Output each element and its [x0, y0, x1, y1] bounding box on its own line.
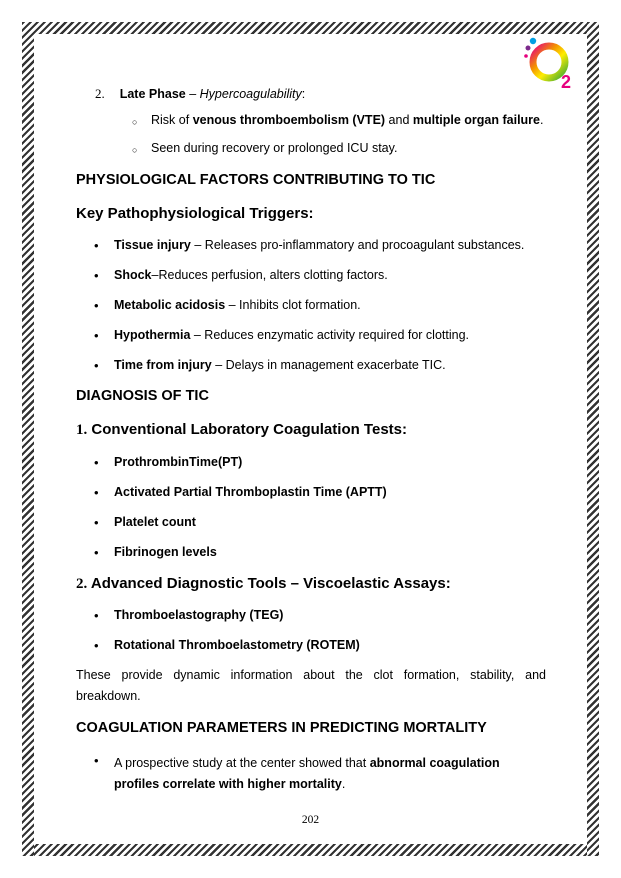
late-phase-label: Late Phase [119, 87, 186, 101]
page-number: 202 [301, 814, 320, 826]
list-item: Fibrinogen levels [114, 545, 217, 559]
list-item: Rotational Thromboelastometry (ROTEM) [114, 638, 360, 652]
sub-bullet-icon: ○ [132, 145, 138, 155]
bullet-icon: • [94, 358, 99, 373]
border-right [587, 22, 599, 856]
bullet-icon: • [94, 298, 99, 313]
bullet-icon: • [94, 485, 99, 500]
list-item: Shock–Reduces perfusion, alters clotting factors. [114, 268, 388, 282]
section-heading-coagulation-params: COAGULATION PARAMETERS IN PREDICTING MORTALITY [76, 720, 487, 736]
subheading-advanced [76, 575, 451, 593]
list-number: 2. [76, 576, 88, 592]
bullet-icon: • [94, 455, 99, 470]
subheading-conventional-text: Conventional Laboratory Coagulation Tests: [91, 421, 408, 438]
subheading-key-triggers: Key Pathophysiological Triggers: [76, 205, 314, 222]
svg-text:2: 2 [561, 72, 572, 90]
bullet-icon: • [94, 638, 99, 653]
list-number: 1. [76, 422, 88, 438]
section-heading-physiological: PHYSIOLOGICAL FACTORS CONTRIBUTING TO TIC [76, 172, 436, 188]
colon: : [301, 87, 306, 101]
late-phase-italic: Hypercoagulability [199, 87, 302, 101]
late-phase-item [95, 86, 305, 102]
list-item: Hypothermia – Reduces enzymatic activity required for clotting. [114, 328, 470, 342]
mortality-bullet: A prospective study at the center showed that abnormal coagulation profiles correlate with higher mortality. [114, 756, 500, 791]
list-item: Tissue injury – Releases pro-inflammatory and procoagulant substances. [114, 238, 525, 252]
list-item: Platelet count [114, 515, 196, 529]
bullet-icon: • [94, 328, 99, 343]
sub-bullet-icon: ○ [132, 117, 138, 127]
list-item: Metabolic acidosis – Inhibits clot formation. [114, 298, 361, 312]
bullet-icon: • [94, 238, 99, 253]
o2-logo-icon [522, 36, 580, 90]
bullet-icon: • [94, 545, 99, 560]
bullet-icon: • [94, 268, 99, 283]
bullet-icon: • [94, 608, 99, 623]
late-phase-sub-item: Risk of venous thromboembolism (VTE) and multiple organ failure. [151, 113, 544, 127]
subheading-conventional [76, 421, 407, 439]
viscoelastic-paragraph: These provide dynamic information about the clot formation, stability, and breakdown. [76, 668, 546, 703]
border-top [22, 22, 599, 34]
list-item: Time from injury – Delays in management exacerbate TIC. [114, 358, 446, 372]
list-item: Activated Partial Thromboplastin Time (APTT) [114, 485, 387, 499]
section-heading-diagnosis: DIAGNOSIS OF TIC [76, 388, 209, 404]
border-bottom [22, 844, 599, 856]
border-left [22, 22, 34, 856]
separator: – [185, 87, 200, 101]
subheading-advanced-text: Advanced Diagnostic Tools – Viscoelastic Assays: [90, 575, 451, 592]
list-item: ProthrombinTime(PT) [114, 455, 243, 469]
bullet-icon: • [94, 515, 99, 530]
bullet-icon: • [94, 753, 99, 768]
list-item: Thromboelastography (TEG) [114, 608, 284, 622]
late-phase-sub-item: Seen during recovery or prolonged ICU stay. [151, 141, 398, 155]
list-number: 2. [95, 86, 105, 101]
